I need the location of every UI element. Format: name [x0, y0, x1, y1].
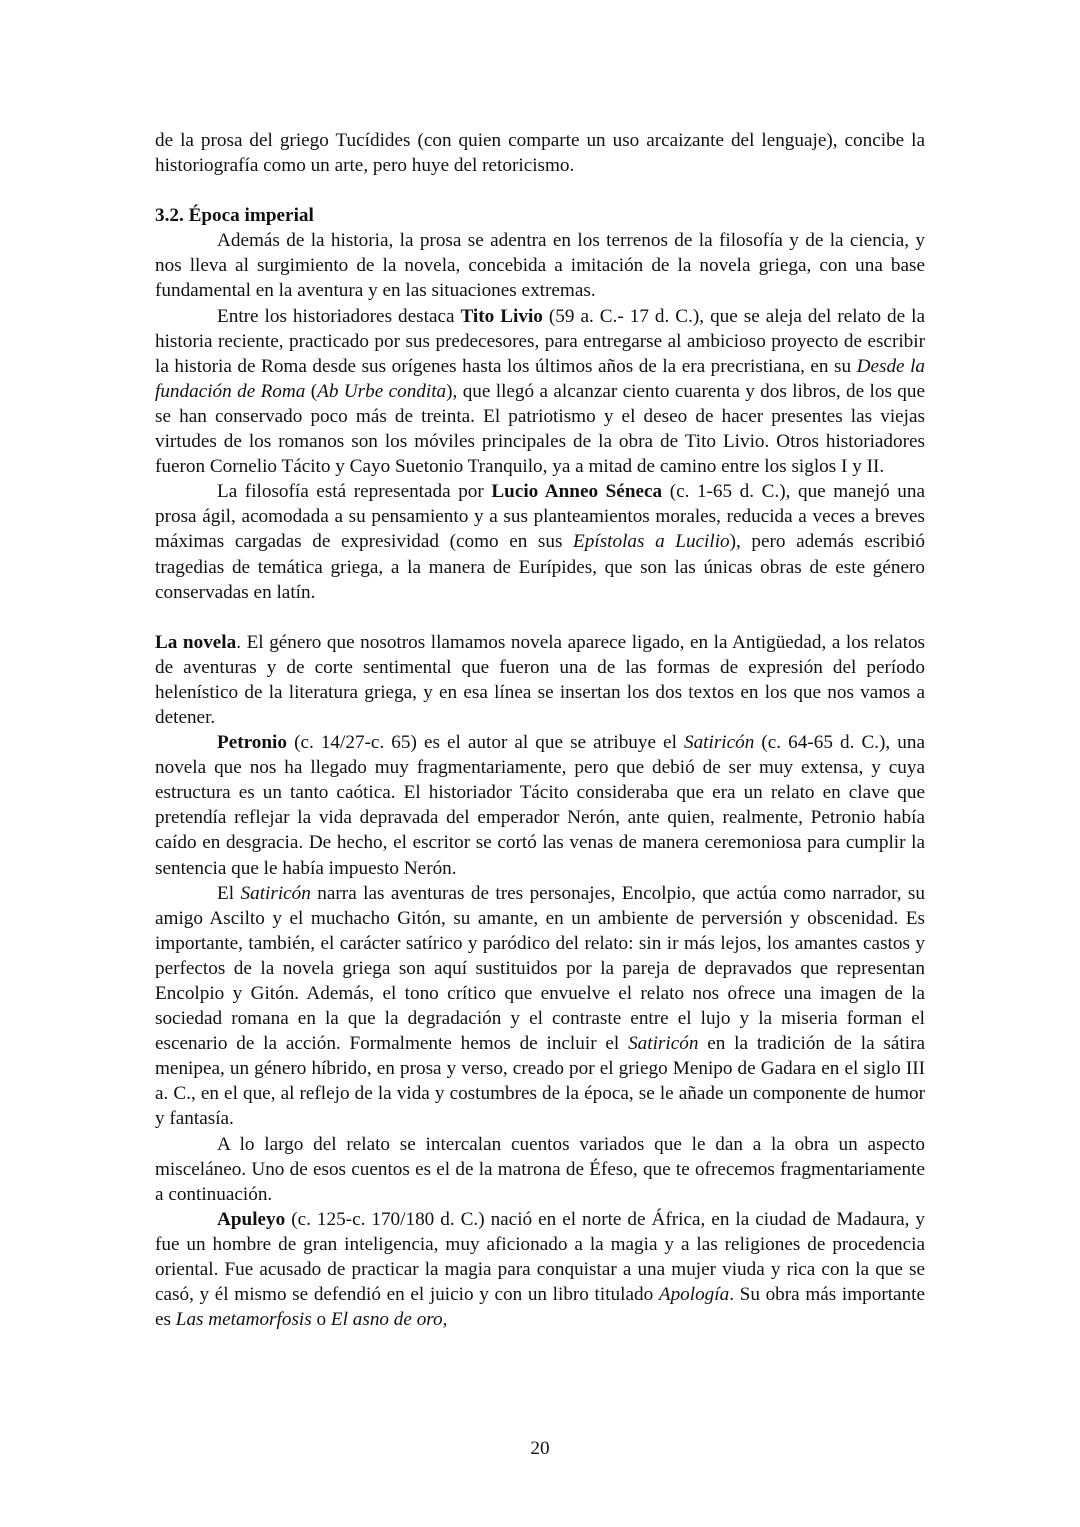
- paragraph-text: o: [311, 1309, 331, 1331]
- paragraph-text: Entre los historiadores destaca: [217, 305, 461, 327]
- section-paragraph-3: [155, 479, 925, 604]
- paragraph-text: A lo largo del relato se intercalan cuentos variados que le dan a la obra un aspecto misceláneo. Uno de esos cuentos es el de la matrona de Éfeso, que te ofrecemos fragmentariamente a continuación.: [155, 1133, 925, 1205]
- author-name: Petronio: [217, 732, 287, 754]
- paragraph-text: La filosofía está representada por: [217, 481, 492, 503]
- paragraph-text: en la tradición de la sátira menipea, un género híbrido, en prosa y verso, creado por el griego Menipo de Gadara en el siglo III a. C., en el que, al reflejo de la vida y costumbres de la época, se le añade un componente de humor y fantasía.: [155, 1033, 925, 1130]
- novela-paragraph-satiricon: [155, 881, 925, 1132]
- paragraph-text: . Su obra más importante es: [155, 1284, 926, 1331]
- author-name: Apuleyo: [217, 1208, 286, 1230]
- paragraph-text: (59 a. C.- 17 d. C.), que se aleja del relato de la historia reciente, practicado por sus predecesores, para entregarse al ambicioso proyecto de escribir la historia de Roma desde sus orígenes hasta los últimos años de la era precristiana, en su: [155, 305, 925, 377]
- paragraph-text: (c. 14/27-c. 65) es el autor al que se atribuye el: [287, 732, 684, 754]
- work-title: Las metamorfosis: [175, 1309, 312, 1331]
- paragraph-text: El: [217, 882, 241, 904]
- paragraph-text: (c. 1-65 d. C.), que manejó una prosa ágil, acomodada a su pensamiento y a sus planteamientos morales, reducida a veces a breves máximas cargadas de expresividad (como en sus: [155, 481, 925, 553]
- section-paragraph-1: [155, 228, 925, 303]
- work-title: Satiricón: [240, 882, 311, 904]
- section-heading: 3.2. Época imperial: [155, 205, 314, 227]
- novela-paragraph-cuentos: [155, 1132, 925, 1207]
- paragraph-text: (c. 125-c. 170/180 d. C.) nació en el norte de África, en la ciudad de Madaura, y fue un hombre de gran inteligencia, muy aficionado a la magia y a las religiones de procedencia oriental. Fue acusado de practicar la magia para conquistar a una mujer viuda y rica con la que se casó, y él mismo se defendió en el juicio y con un libro titulado: [155, 1208, 925, 1306]
- novela-paragraph-petronio: [155, 730, 925, 881]
- section-paragraph-2: [155, 304, 925, 480]
- document-body: [155, 128, 925, 1332]
- paragraph-text: Además de la historia, la prosa se adentra en los terrenos de la filosofía y de la ciencia, y nos lleva al surgimiento de la novela, concebida a imitación de la novela griega, con una base fundamental en la aventura y en las situaciones extremas.: [155, 230, 925, 302]
- author-name: Lucio Anneo Séneca: [491, 481, 663, 503]
- work-title: Epístolas a Lucilio: [573, 531, 730, 553]
- paragraph-text: . El género que nosotros llamamos novela aparece ligado, en la Antigüedad, a los relatos de aventuras y de corte sentimental que fueron una de las formas de expresión del período helenístico de la literatura griega, y en esa línea se insertan los dos textos en los que nos vamos a detener.: [155, 631, 926, 728]
- author-name: Tito Livio: [460, 305, 543, 327]
- intro-text: de la prosa del griego Tucídides (con quien comparte un uso arcaizante del lenguaje), concibe la historiografía como un arte, pero huye del retoricismo.: [155, 130, 925, 177]
- paragraph-text: narra las aventuras de tres personajes, Encolpio, que actúa como narrador, su amigo Ascilto y el muchacho Gitón, su amante, en un ambiente de perversión y obscenidad. Es importante, también, el carácter satírico y paródico del relato: sin ir más lejos, los amantes castos y perfectos de la novela griega son aquí sustituidos por la pareja de depravados que representan Encolpio y Gitón. Además, el tono crítico que envuelve el relato nos ofrece una imagen de la sociedad romana en la que la degradación y el contraste entre el lujo y la miseria forman el escenario de la acción. Formalmente hemos de incluir el: [155, 882, 925, 1055]
- novela-paragraph-apuleyo: [155, 1207, 925, 1332]
- work-title: Apología: [658, 1284, 730, 1306]
- work-title: Satiricón: [628, 1033, 699, 1055]
- paragraph-text: ,: [442, 1309, 448, 1331]
- novela-label: La novela: [155, 631, 237, 653]
- work-title: Ab Urbe condita: [317, 380, 447, 402]
- paragraph-text: ), que llegó a alcanzar ciento cuarenta y dos libros, de los que se han conservado poco más de treinta. El patriotismo y el deseo de hacer presentes las viejas virtudes de los romanos son los móviles principales de la obra de Tito Livio. Otros historiadores fueron Cornelio Tácito y Cayo Suetonio Tranquilo, ya a mitad de camino entre los siglos I y II.: [155, 380, 925, 478]
- novela-intro-paragraph: [155, 630, 925, 730]
- paragraph-text: (: [305, 380, 318, 402]
- page-number: 20: [530, 1438, 550, 1459]
- work-title: Satiricón: [683, 732, 755, 754]
- work-title: Desde la fundación de Roma: [155, 355, 925, 402]
- intro-paragraph: [155, 128, 925, 178]
- paragraph-text: ), pero además escribió tragedias de temática griega, a la manera de Eurípides, que son las únicas obras de este género conservadas en latín.: [155, 531, 925, 603]
- work-title: El asno de oro: [330, 1309, 443, 1331]
- paragraph-text: (c. 64-65 d. C.), una novela que nos ha llegado muy fragmentariamente, pero que debió de ser muy extensa, y cuya estructura es un tanto caótica. El historiador Tácito consideraba que era un relato en clave que pretendía reflejar la vida depravada del emperador Nerón, ante quien, realmente, Petronio había caído en desgracia. De hecho, el escritor se cortó las venas de manera ceremoniosa para cumplir la sentencia que le había impuesto Nerón.: [155, 732, 925, 879]
